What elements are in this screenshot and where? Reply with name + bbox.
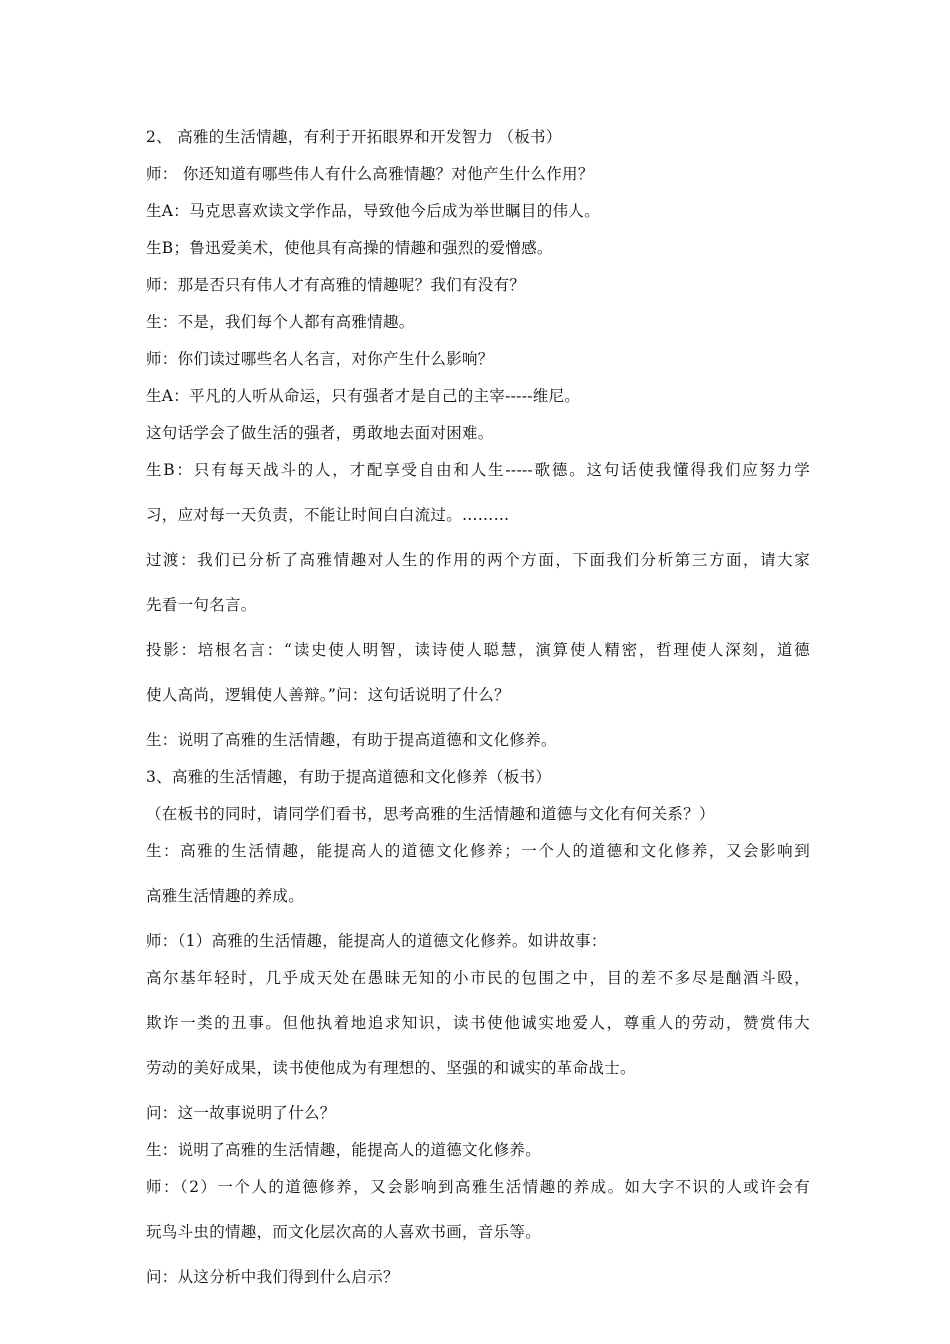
text-line: 生B；鲁迅爱美术，使他具有高操的情趣和强烈的爱憎感。 (146, 239, 553, 257)
text-line: 生B：只有每天战斗的人，才配享受自由和人生-----歌德。这句话使我懂得我们应努力学 (146, 461, 810, 479)
text-line: （在板书的同时，请同学们看书，思考高雅的生活情趣和道德与文化有何关系？） (146, 805, 715, 823)
text-line: 玩鸟斗虫的情趣，而文化层次高的人喜欢书画，音乐等。 (146, 1223, 542, 1241)
text-line: 高雅生活情趣的养成。 (146, 887, 305, 905)
text-line: 投影：培根名言：“读史使人明智，读诗使人聪慧，演算使人精密，哲理使人深刻，道德 (146, 641, 810, 659)
text-line: 问：这一故事说明了什么？ (146, 1104, 336, 1122)
text-line: 生A：平凡的人听从命运，只有强者才是自己的主宰-----维尼。 (146, 387, 581, 405)
text-line: 生：说明了高雅的生活情趣，有助于提高道德和文化修养。 (146, 731, 557, 749)
text-line: 生：高雅的生活情趣，能提高人的道德文化修养；一个人的道德和文化修养，又会影响到 (146, 842, 810, 860)
text-line: 生：不是，我们每个人都有高雅情趣。 (146, 313, 415, 331)
text-line: 生A：马克思喜欢读文学作品，导致他今后成为举世瞩目的伟人。 (146, 202, 600, 220)
text-line: 这句话学会了做生活的强者，勇敢地去面对困难。 (146, 424, 494, 442)
text-line: 高尔基年轻时，几乎成天处在愚昧无知的小市民的包围之中，目的差不多尽是酗酒斗殴， (146, 969, 810, 987)
text-line: 师：那是否只有伟人才有高雅的情趣呢？我们有没有？ (146, 276, 526, 294)
text-line: 劳动的美好成果，读书使他成为有理想的、坚强的和诚实的革命战士。 (146, 1059, 636, 1077)
text-line: 师：（2）一个人的道德修养，又会影响到高雅生活情趣的养成。如大字不识的人或许会有 (146, 1178, 810, 1196)
document-body (146, 124, 810, 1301)
text-line: 欺诈一类的丑事。但他执着地追求知识，读书使他诚实地爱人，尊重人的劳动，赞赏伟大 (146, 1014, 810, 1032)
text-line: 使人高尚，逻辑使人善辩。”问：这句话说明了什么？ (146, 686, 510, 704)
text-line: 先看一句名言。 (146, 596, 257, 614)
section-heading-2: 2、 高雅的生活情趣，有利于开拓眼界和开发智力 （板书） (146, 128, 562, 146)
text-line: 师：（1）高雅的生活情趣，能提高人的道德文化修养。如讲故事： (146, 932, 607, 950)
text-line: 习，应对每一天负责，不能让时间白白流过。……… (146, 506, 510, 524)
section-heading-3: 3、高雅的生活情趣，有助于提高道德和文化修养（板书） (146, 768, 552, 786)
text-line: 生：说明了高雅的生活情趣，能提高人的道德文化修养。 (146, 1141, 542, 1159)
text-line: 过渡：我们已分析了高雅情趣对人生的作用的两个方面，下面我们分析第三方面，请大家 (146, 551, 810, 569)
text-line: 师：你们读过哪些名人名言，对你产生什么影响？ (146, 350, 494, 368)
text-line: 问：从这分析中我们得到什么启示？ (146, 1268, 399, 1286)
text-line: 师： 你还知道有哪些伟人有什么高雅情趣？对他产生什么作用？ (146, 165, 594, 183)
